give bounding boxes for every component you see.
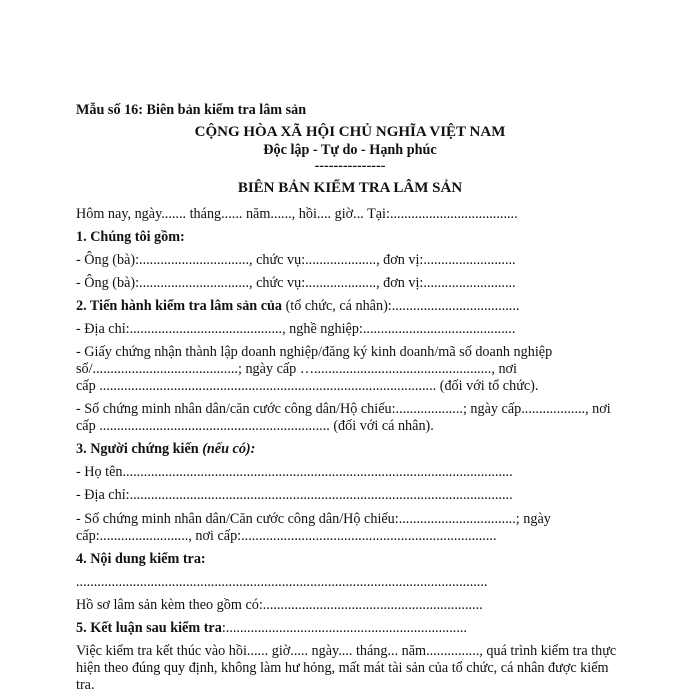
- section-3-name: - Họ tên..............................................................................................................: [76, 464, 513, 480]
- section-5-heading-rest: :....................................................................: [221, 620, 467, 636]
- section-2-id-line-2: cấp ................................................................. (đối với cá nhân).: [76, 418, 434, 434]
- section-3-id-line-2: cấp:........................., nơi cấp:........................................................................: [76, 528, 497, 544]
- section-3-address: - Địa chỉ:............................................................................................................: [76, 487, 513, 503]
- section-1-person-1: - Ông (bà):..............................., chức vụ:...................., đơn vị:..........................: [76, 252, 516, 268]
- section-1-heading: 1. Chúng tôi gồm:: [76, 229, 185, 245]
- section-5-heading-bold: 5. Kết luận sau kiểm tra: [76, 620, 222, 636]
- motto: Độc lập - Tự do - Hạnh phúc: [263, 142, 437, 158]
- section-2-address: - Địa chỉ:..........................................., nghề nghiệp:...........................................: [76, 321, 516, 337]
- section-5-line-2: hiện theo đúng quy định, không làm hư hỏng, mất mát tài sản của tổ chức, cá nhân được kiểm: [76, 660, 609, 676]
- section-4-heading: 4. Nội dung kiểm tra:: [76, 551, 206, 567]
- intro-line: Hôm nay, ngày....... tháng...... năm......, hồi.... giờ... Tại:....................................: [76, 206, 518, 222]
- section-2-cert-line-1: - Giấy chứng nhận thành lập doanh nghiệp/đăng ký kinh doanh/mã số doanh nghiệp: [76, 344, 553, 360]
- section-5-line-3: tra.: [76, 677, 95, 693]
- form-label: Mẫu số 16: Biên bản kiểm tra lâm sản: [76, 102, 307, 118]
- section-2-heading-bold: 2. Tiến hành kiểm tra lâm sản của: [76, 298, 283, 314]
- section-2-cert-line-2: số/.........................................; ngày cấp ….................................................., nơi: [76, 361, 517, 377]
- section-2-cert-line-3: cấp ............................................................................................... (đối với tổ chức).: [76, 378, 539, 394]
- section-2-heading: [76, 298, 519, 315]
- section-2-id-line-1: - Số chứng minh nhân dân/căn cước công dân/Hộ chiếu:...................; ngày cấp.................., nơi: [76, 401, 611, 417]
- section-3-id-line-1: - Số chứng minh nhân dân/Căn cước công dân/Hộ chiếu:.................................; ngày: [76, 511, 551, 527]
- section-3-heading: [76, 441, 255, 458]
- section-5-line-1: Việc kiểm tra kết thúc vào hồi...... giờ..... ngày.... tháng... năm..............., quá trình kiểm tra thực: [76, 643, 617, 659]
- section-4-records: Hồ sơ lâm sản kèm theo gồm có:..............................................................: [76, 597, 483, 613]
- section-3-heading-bold: 3. Người chứng kiến: [76, 441, 199, 457]
- document-title: BIÊN BẢN KIỂM TRA LÂM SẢN: [237, 180, 463, 196]
- separator: ---------------: [314, 158, 386, 174]
- national-title: CỘNG HÒA XÃ HỘI CHỦ NGHĨA VIỆT NAM: [194, 124, 506, 140]
- section-1-person-2: - Ông (bà):..............................., chức vụ:...................., đơn vị:..........................: [76, 275, 516, 291]
- section-5-heading: [76, 620, 467, 637]
- section-3-heading-italic: (nếu có):: [198, 441, 256, 457]
- section-4-dots: ....................................................................................................................: [76, 574, 488, 590]
- section-2-heading-rest: (tổ chức, cá nhân):....................................: [282, 298, 520, 314]
